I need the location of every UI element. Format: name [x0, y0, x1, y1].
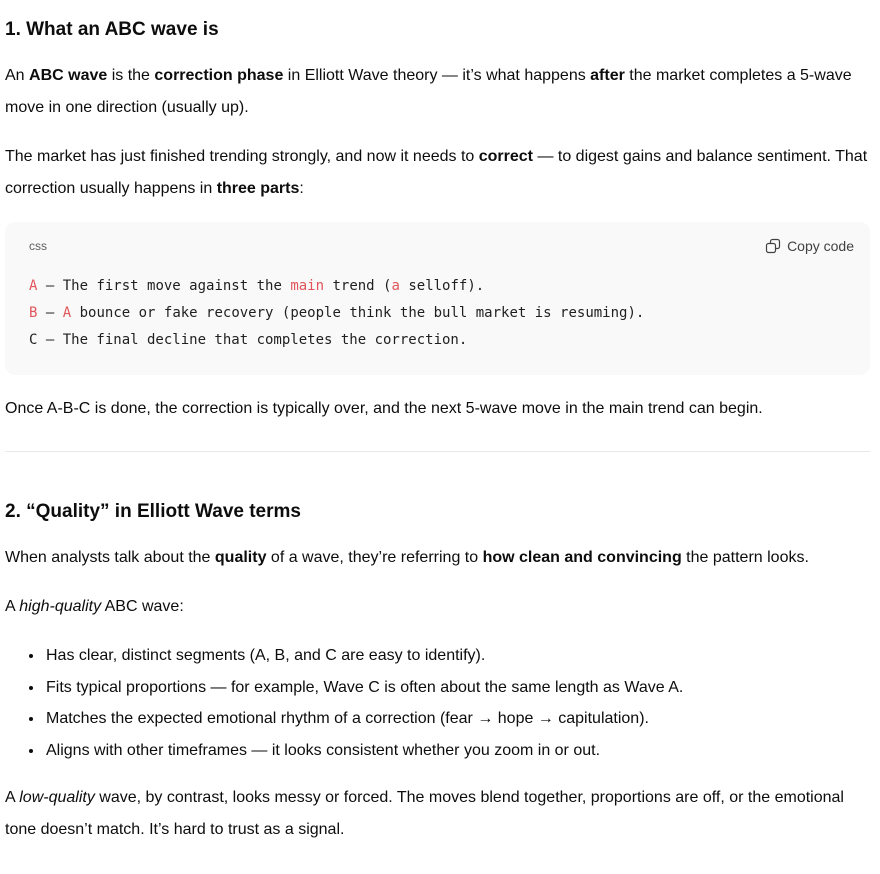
- text-segment-bold: after: [590, 67, 625, 84]
- text-segment: of a wave, they’re referring to: [266, 549, 483, 566]
- code-token-red: A: [29, 278, 38, 294]
- code-line: [29, 300, 846, 327]
- copy-code-button[interactable]: [765, 238, 854, 254]
- code-token: selloff).: [399, 278, 485, 294]
- code-block: [5, 222, 870, 375]
- section-divider: [5, 451, 870, 452]
- list-item: • Matches the expected emotional rhythm of a correction (fear → hope → capitulation).: [44, 703, 870, 735]
- text-segment-italic: low-quality: [19, 789, 95, 806]
- code-token: C – The final decline that completes the correction.: [29, 332, 468, 348]
- text-segment-italic: high-quality: [19, 598, 102, 615]
- code-token-red: B: [29, 305, 38, 321]
- section-2-heading: 2. “Quality” in Elliott Wave terms: [5, 501, 301, 522]
- text-segment: — to digest gains and balance sentiment. That correction usually happens in: [5, 148, 868, 197]
- text-segment: the market completes a 5-wave move in one direction (usually up).: [5, 67, 852, 116]
- text-segment: the pattern looks.: [681, 549, 809, 566]
- code-token-red: a: [391, 278, 400, 294]
- text-segment: wave, by contrast, looks messy or forced. The moves blend together, proportions are off, or the emotional tone doesn’t match. It’s hard to trust as a signal.: [5, 789, 844, 838]
- text-segment: ABC wave:: [101, 598, 184, 615]
- text-segment: A: [5, 789, 20, 806]
- list-item: • Has clear, distinct segments (A, B, and C are easy to identify).: [44, 640, 870, 672]
- copy-code-label: Copy code: [787, 237, 854, 254]
- quality-criteria-list: [5, 640, 870, 766]
- paragraph-abc-definition: [5, 60, 870, 124]
- text-segment-bold: three parts: [216, 180, 300, 197]
- text-segment-bold: quality: [214, 549, 267, 566]
- copy-icon: [765, 238, 781, 254]
- text-segment: is the: [107, 67, 155, 84]
- text-segment: When analysts talk about the: [5, 549, 215, 566]
- code-line: [29, 327, 846, 354]
- paragraph-low-quality: [5, 782, 870, 846]
- list-item: • Fits typical proportions — for example, Wave C is often about the same length as Wave A.: [44, 672, 870, 704]
- code-token: bounce or fake recovery (people think the bull market is resuming).: [71, 305, 645, 321]
- paragraph-quality-definition: [5, 542, 870, 574]
- list-item: • Aligns with other timeframes — it looks consistent whether you zoom in or out.: [44, 735, 870, 767]
- text-segment: An: [5, 67, 30, 84]
- text-segment-bold: ABC wave: [29, 67, 108, 84]
- section-1-heading: 1. What an ABC wave is: [5, 19, 219, 40]
- code-block-header: [5, 222, 870, 256]
- code-token: – The first move against the: [37, 278, 291, 294]
- code-line: [29, 273, 846, 300]
- paragraph-high-quality-intro: [5, 591, 870, 623]
- code-language-label: css: [29, 238, 47, 253]
- text-segment-bold: correct: [478, 148, 533, 165]
- code-token-red: main: [290, 278, 325, 294]
- code-token-red: A: [62, 305, 72, 321]
- code-token: –: [37, 305, 63, 321]
- paragraph-abc-done: Once A-B-C is done, the correction is typically over, and the next 5-wave move in the main trend can begin.: [5, 400, 763, 417]
- text-segment: A: [5, 598, 20, 615]
- text-segment: The market has just finished trending strongly, and now it needs to: [5, 148, 479, 165]
- code-token: trend (: [324, 278, 392, 294]
- code-content: [5, 256, 870, 375]
- paragraph-market-correct: [5, 141, 870, 205]
- text-segment-bold: how clean and convincing: [482, 549, 682, 566]
- text-segment-bold: correction phase: [154, 67, 284, 84]
- text-segment: in Elliott Wave theory — it’s what happens: [283, 67, 591, 84]
- text-segment: :: [299, 180, 304, 197]
